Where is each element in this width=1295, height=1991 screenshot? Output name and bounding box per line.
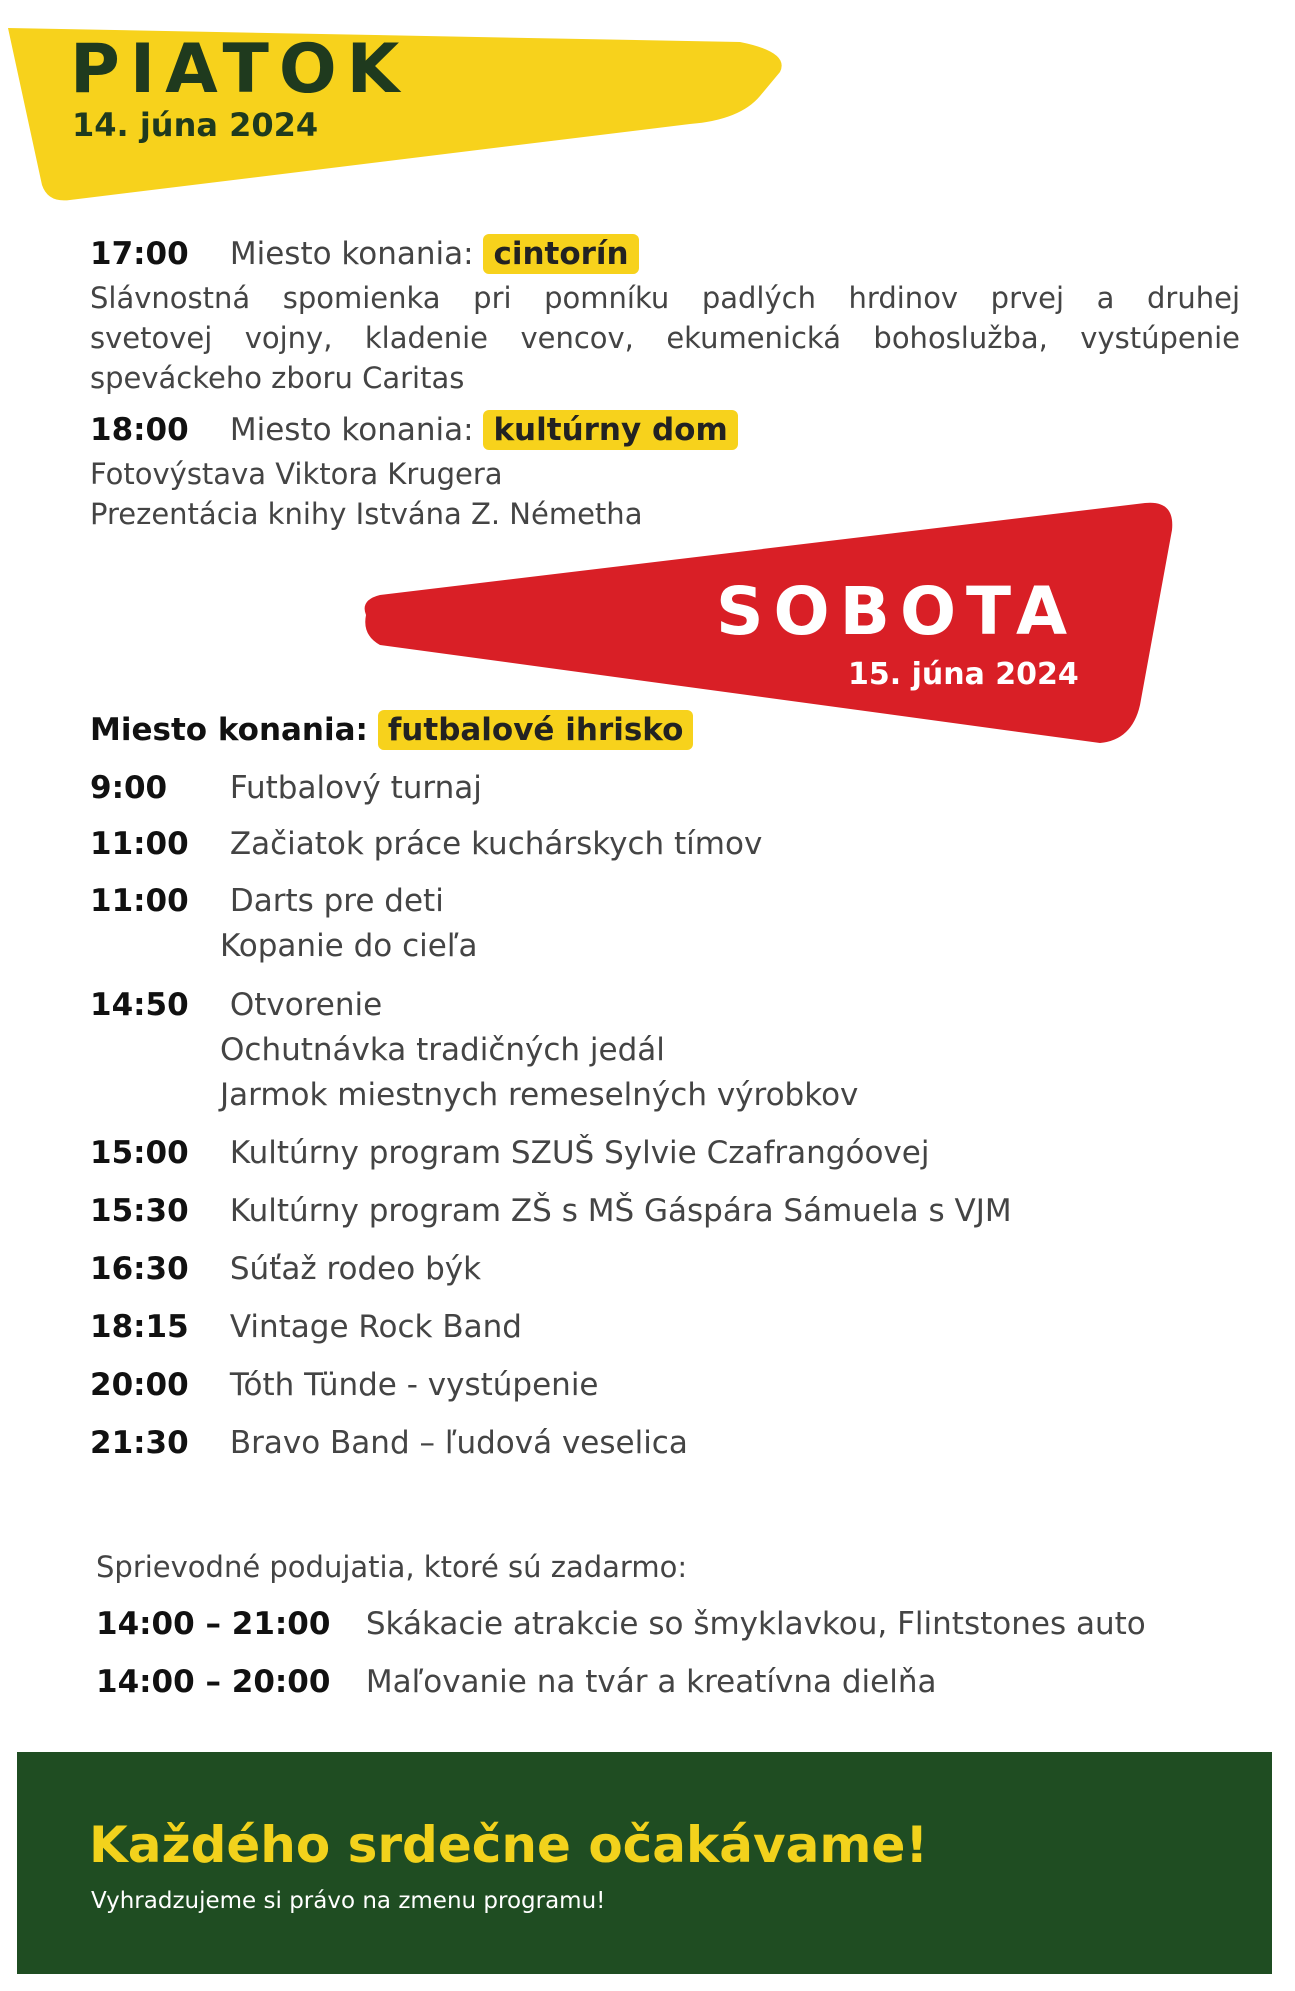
event-text: Tóth Tünde - vystúpenie <box>229 1367 599 1403</box>
schedule-item-continuation <box>220 928 477 964</box>
event-time: 14:00 – 20:00 <box>96 1664 331 1700</box>
side-event-item <box>96 1606 1146 1642</box>
event-text: Skákacie atrakcie so šmyklavkou, Flintstones auto <box>365 1606 1146 1642</box>
saturday-date: 15. júna 2024 <box>848 657 1079 692</box>
footer-title: Každého srdečne očakávame! <box>89 1816 929 1874</box>
footer-note: Vyhradzujeme si právo na zmenu programu! <box>91 1888 606 1914</box>
schedule-item <box>90 1135 929 1171</box>
event-time: 17:00 <box>90 236 189 272</box>
event-time: 15:30 <box>90 1193 189 1229</box>
schedule-item <box>90 1251 481 1287</box>
friday-banner <box>0 0 800 220</box>
friday-event-1-header <box>90 236 639 272</box>
event-text: Jarmok miestnych remeselných výrobkov <box>220 1077 859 1113</box>
event-time: 21:30 <box>90 1425 189 1461</box>
footer-banner <box>17 1752 1272 1974</box>
description-line: svetovej vojny, kladenie vencov, ekumenická bohoslužba, vystúpenie <box>90 321 1240 355</box>
venue-label: Miesto konania: <box>229 236 474 272</box>
schedule-item-continuation <box>220 1032 665 1068</box>
friday-event-2-header <box>90 412 738 448</box>
friday-event-1-description <box>90 278 1240 398</box>
description-line: Prezentácia knihy Istvána Z. Németha <box>90 497 643 531</box>
friday-title: PIATOK <box>70 30 410 109</box>
saturday-title: SOBOTA <box>716 573 1078 650</box>
event-time: 20:00 <box>90 1367 189 1403</box>
venue-highlight: kultúrny dom <box>483 410 737 450</box>
event-time: 11:00 <box>90 826 189 862</box>
event-text: Otvorenie <box>229 987 383 1023</box>
schedule-item <box>90 987 382 1023</box>
saturday-venue <box>90 712 693 748</box>
event-text: Začiatok práce kuchárskych tímov <box>229 826 763 862</box>
schedule-item <box>90 1367 599 1403</box>
event-time: 11:00 <box>90 883 189 919</box>
event-time: 15:00 <box>90 1135 189 1171</box>
description-line: speváckeho zboru Caritas <box>90 361 465 395</box>
event-time: 16:30 <box>90 1251 189 1287</box>
schedule-item <box>90 826 762 862</box>
event-time: 18:15 <box>90 1309 189 1345</box>
schedule-item <box>90 1309 522 1345</box>
schedule-item <box>90 1425 688 1461</box>
venue-label: Miesto konania: <box>229 412 474 448</box>
event-text: Súťaž rodeo býk <box>229 1251 482 1287</box>
event-time: 18:00 <box>90 412 189 448</box>
event-time: 14:00 – 21:00 <box>96 1606 331 1642</box>
event-text: Kultúrny program ZŠ s MŠ Gáspára Sámuela s VJM <box>229 1193 1012 1229</box>
description-line: Slávnostná spomienka pri pomníku padlých hrdinov prvej a druhej <box>90 281 1240 315</box>
event-text: Vintage Rock Band <box>229 1309 522 1345</box>
event-text: Kultúrny program SZUŠ Sylvie Czafrangóovej <box>229 1135 930 1171</box>
friday-date: 14. júna 2024 <box>72 106 319 144</box>
side-event-item <box>96 1664 936 1700</box>
event-text: Ochutnávka tradičných jedál <box>220 1032 665 1068</box>
description-line: Fotovýstava Viktora Krugera <box>90 457 503 491</box>
venue-highlight: futbalové ihrisko <box>378 710 694 750</box>
schedule-item <box>90 883 444 919</box>
event-text: Maľovanie na tvár a kreatívna dielňa <box>365 1664 937 1700</box>
side-events-heading: Sprievodné podujatia, ktoré sú zadarmo: <box>96 1550 688 1584</box>
event-text: Bravo Band – ľudová veselica <box>229 1425 688 1461</box>
event-text: Futbalový turnaj <box>229 770 482 806</box>
event-text: Darts pre deti <box>229 883 444 919</box>
event-time: 14:50 <box>90 987 189 1023</box>
event-time: 9:00 <box>90 770 168 806</box>
venue-label: Miesto konania: <box>90 712 368 748</box>
schedule-item <box>90 1193 1012 1229</box>
schedule-item <box>90 770 482 806</box>
schedule-item-continuation <box>220 1077 858 1113</box>
event-text: Kopanie do cieľa <box>220 928 478 964</box>
venue-highlight: cintorín <box>483 234 638 274</box>
